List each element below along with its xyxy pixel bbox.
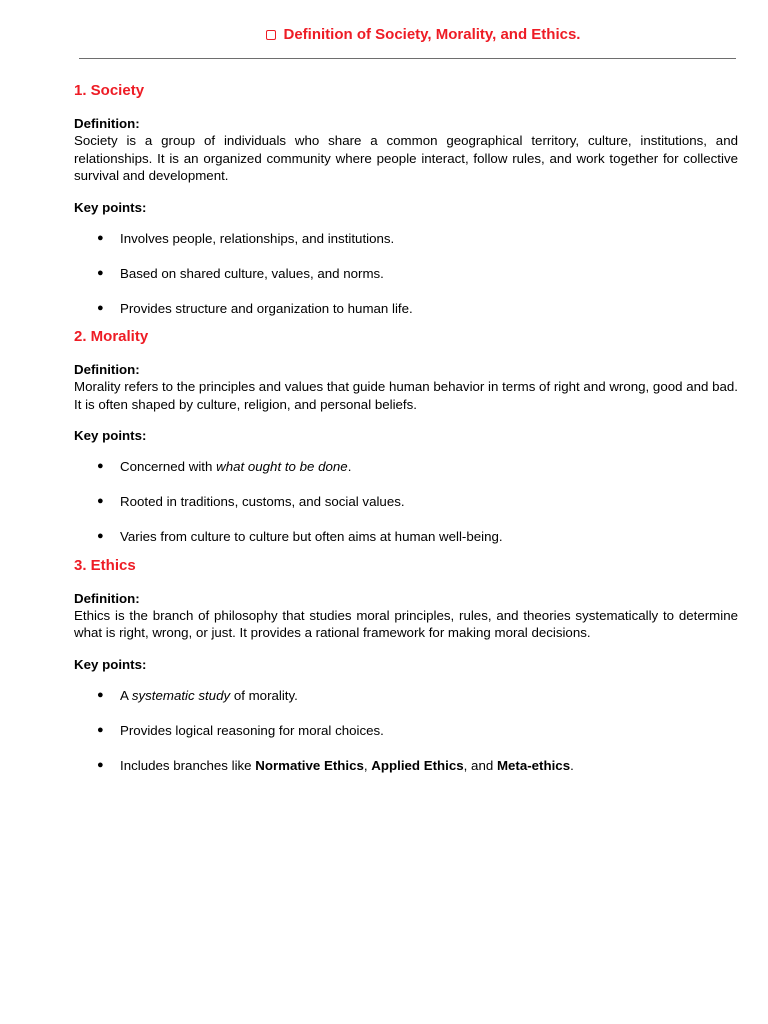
list-item [74, 722, 738, 740]
section-ethics [74, 556, 738, 775]
key-point-text-before: Concerned with [120, 459, 217, 474]
bullet-icon: ● [97, 266, 104, 279]
key-point-emphasis: what ought to be done [216, 459, 348, 474]
key-points-list [74, 230, 738, 318]
definition-label: Definition: [74, 362, 140, 377]
definition-label: Definition: [74, 590, 140, 606]
bullet-icon: ● [97, 688, 104, 701]
key-point-text: Rooted in traditions, customs, and social values. [120, 494, 405, 509]
separator: , and [463, 757, 497, 773]
list-item [74, 265, 738, 283]
separator: , [363, 757, 372, 773]
key-point-text-after: . [347, 459, 352, 474]
branch-meta-ethics: Meta-ethics [496, 757, 571, 773]
bullet-icon: ● [97, 758, 104, 771]
definition-text: Morality refers to the principles and values that guide human behavior in terms of right and wrong, good and bad. It is often shaped by culture, religion, and personal beliefs. [74, 379, 738, 412]
section-heading: 2. Morality [74, 328, 149, 345]
definition-text: Society is a group of individuals who share a common geographical territory, culture, institutions, and relationships. It is an organized community where people interact, follow rules, and work together for collective survival and development. [74, 133, 738, 183]
bullet-icon: ● [97, 301, 104, 314]
key-point-text-after: of morality. [230, 687, 298, 703]
definition-label: Definition: [74, 116, 140, 131]
key-point-text: Provides logical reasoning for moral choices. [120, 722, 384, 738]
key-point-text: Provides structure and organization to human life. [120, 300, 413, 316]
bullet-icon: ● [97, 495, 104, 507]
branch-applied-ethics: Applied Ethics [371, 757, 464, 773]
section-society [74, 81, 738, 317]
bullet-icon: ● [97, 723, 104, 736]
key-point-text-after: . [570, 757, 574, 773]
list-item [74, 300, 738, 318]
definition-text: Ethics is the branch of philosophy that studies moral principles, rules, and theories systematically to determine what is right, wrong, or just. It provides a rational framework for making moral decisions. [74, 607, 738, 640]
section-heading: 1. Society [74, 82, 145, 99]
key-point-emphasis: systematic study [131, 687, 231, 703]
document-title: Definition of Society, Morality, and Ethics. [283, 26, 581, 43]
section-morality [74, 327, 738, 546]
list-item [74, 528, 738, 546]
bullet-icon: ● [97, 231, 104, 244]
key-points-label: Key points: [74, 656, 147, 672]
section-heading: 3. Ethics [74, 556, 136, 574]
bullet-icon: ● [97, 530, 104, 542]
key-points-list [74, 687, 738, 775]
branch-normative-ethics: Normative Ethics [255, 757, 364, 773]
document-title-row [0, 26, 768, 43]
key-points-list [74, 458, 738, 546]
title-divider [79, 58, 736, 59]
key-point-text: Varies from culture to culture but often aims at human well-being. [120, 529, 503, 544]
list-item [74, 458, 738, 476]
document-title-wrapper [266, 26, 581, 43]
list-item [74, 757, 738, 775]
key-point-text: Based on shared culture, values, and norms. [120, 265, 384, 281]
document-body [74, 81, 738, 784]
list-item [74, 493, 738, 511]
key-points-label: Key points: [74, 428, 147, 443]
key-point-text-before: A [120, 687, 132, 703]
list-item [74, 230, 738, 248]
bullet-icon: ● [97, 460, 104, 472]
list-item [74, 687, 738, 705]
key-point-text: Involves people, relationships, and institutions. [120, 230, 395, 246]
checkbox-outline-icon [266, 30, 276, 40]
key-points-label: Key points: [74, 199, 147, 215]
key-point-text-before: Includes branches like [120, 757, 256, 773]
